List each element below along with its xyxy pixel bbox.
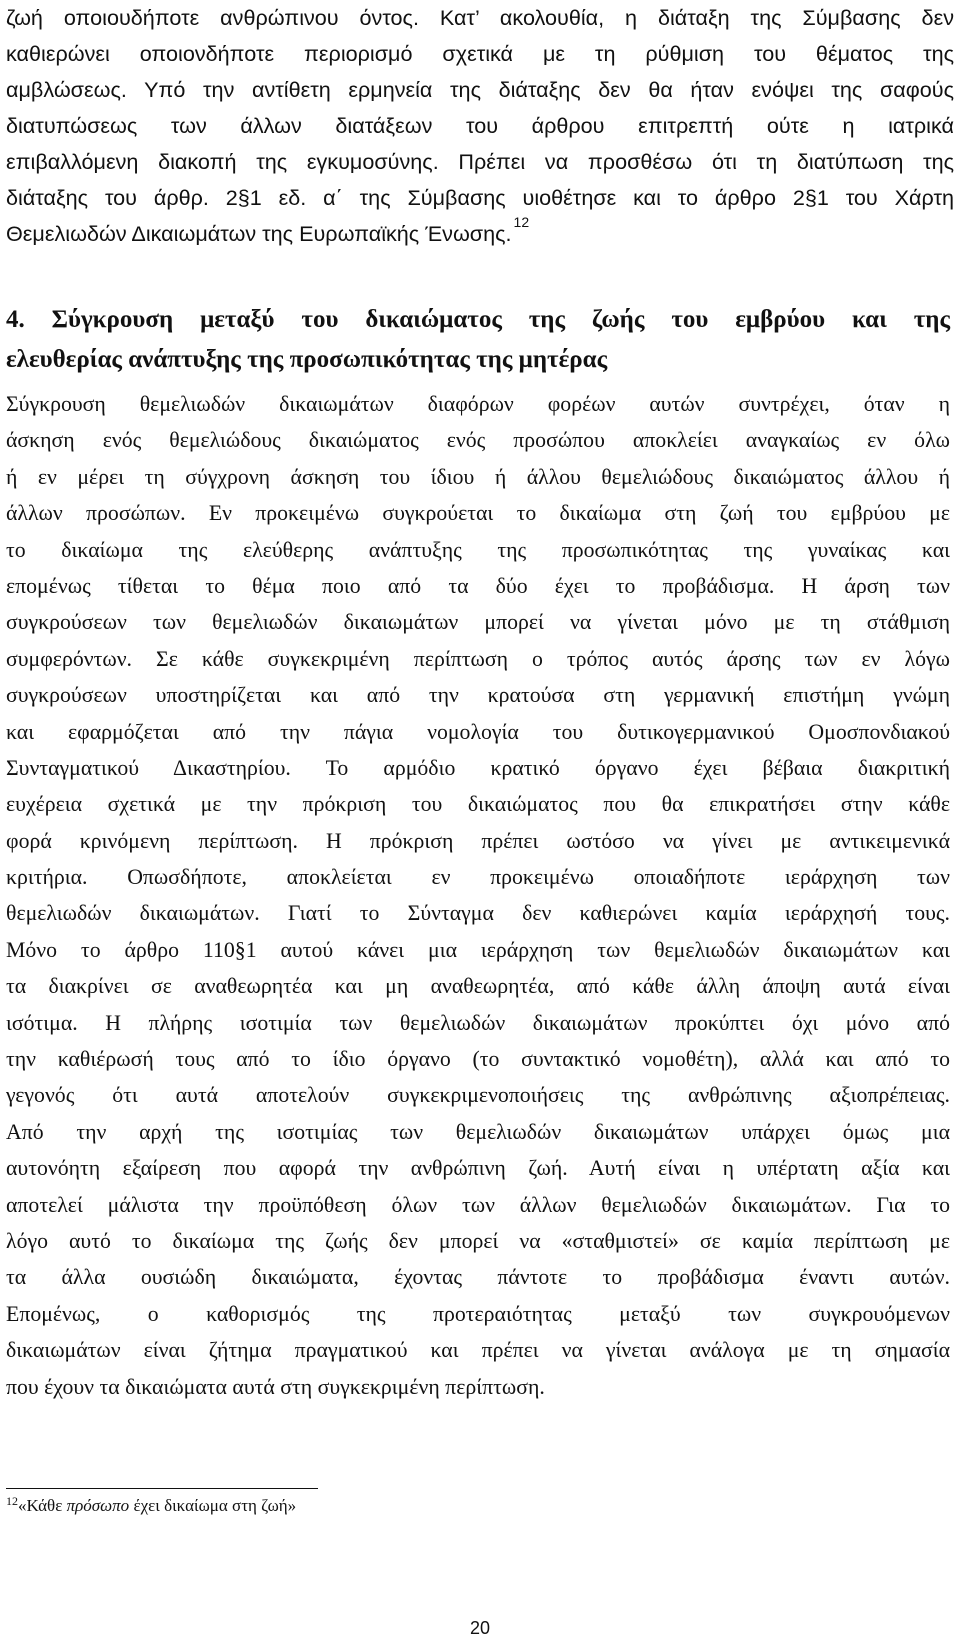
text-line: θεμελιωδών δικαιωμάτων. Γιατί το Σύνταγμα δεν καθιερώνει καμία ιεράρχησή τους.: [6, 901, 950, 926]
section-heading: [6, 300, 950, 380]
text-line: τα άλλα ουσιώδη δικαιώματα, έχοντας πάντοτε το προβάδισμα έναντι αυτών.: [6, 1265, 950, 1290]
text-line: συμφερόντων. Σε κάθε συγκεκριμένη περίπτωση ο τρόπος αυτός άρσης των εν λόγω: [6, 646, 950, 671]
text-line: Μόνο το άρθρο 110§1 αυτού κάνει μια ιεράρχηση των θεμελιωδών δικαιωμάτων και: [6, 937, 950, 962]
text-line: αυτονόητη εξαίρεση που αφορά την ανθρώπινη ζωή. Αυτή είναι η υπέρτατη αξία και: [6, 1156, 950, 1181]
text-line: συγκρούσεων υποστηρίζεται και από την κρατούσα στη γερμανική επιστήμη γνώμη: [6, 683, 950, 708]
footnote-number: 12: [6, 1494, 18, 1508]
footnote-text-after: έχει δικαίωμα στη ζωή»: [129, 1496, 297, 1515]
text-line: καθιερώνει οποιονδήποτε περιορισμό σχετικά με τη ρύθμιση του θέματος της: [6, 41, 954, 66]
text-line-content: Θεμελιωδών Δικαιωμάτων της Ευρωπαϊκής Ένωσης.: [6, 221, 512, 246]
main-paragraph: [6, 386, 950, 1405]
text-line: κριτήρια. Οπωσδήποτε, αποκλείεται εν προκειμένω οποιαδήποτε ιεράρχηση των: [6, 865, 950, 890]
text-line: λόγο αυτό το δικαίωμα της ζωής δεν μπορεί να «σταθμιστεί» σε καμία περίπτωση με: [6, 1228, 950, 1253]
text-line: επομένως τίθεται το θέμα ποιο από τα δύο έχει το προβάδισμα. Η άρση των: [6, 573, 950, 598]
text-line: αμβλώσεως. Υπό την αντίθετη ερμηνεία της διάταξης δεν θα ήταν ενόψει της σαφούς: [6, 77, 954, 102]
intro-paragraph: [6, 0, 954, 252]
text-line-last: [6, 213, 954, 252]
text-line: επιβαλλόμενη διακοπή της εγκυμοσύνης. Πρέπει να προσθέσω ότι τη διατύπωση της: [6, 149, 954, 174]
footnote-separator: [6, 1488, 318, 1489]
heading-line: ελευθερίας ανάπτυξης της προσωπικότητας της μητέρας: [6, 346, 608, 373]
text-line: γεγονός ότι αυτά αποτελούν συγκεκριμενοποιήσεις της ανθρώπινης αξιοπρέπειας.: [6, 1083, 950, 1108]
text-line: ευχέρεια σχετικά με την πρόκριση του δικαιώματος που θα επικρατήσει στην κάθε: [6, 792, 950, 817]
text-line: ισότιμα. Η πλήρης ισοτιμία των θεμελιωδών δικαιωμάτων προκύπτει όχι μόνο από: [6, 1010, 950, 1035]
text-line: φορά κρινόμενη περίπτωση. Η πρόκριση πρέπει ωστόσο να γίνει με αντικειμενικά: [6, 828, 950, 853]
footnote-text-before: «Κάθε: [18, 1496, 67, 1515]
text-line: δικαιωμάτων είναι ζήτημα πραγματικού και πρέπει να γίνεται ανάλογα με τη σημασία: [6, 1338, 950, 1363]
text-line: ή εν μέρει τη σύγχρονη άσκηση του ίδιου ή άλλου θεμελιώδους δικαιώματος άλλου ή: [6, 464, 950, 489]
text-line: άλλων προσώπων. Εν προκειμένω συγκρούεται το δικαίωμα στη ζωή του εμβρύου με: [6, 501, 950, 526]
text-line: διάταξης του άρθρ. 2§1 εδ. α΄ της Σύμβασης υιοθέτησε και το άρθρο 2§1 του Χάρτη: [6, 185, 954, 210]
footnote-reference[interactable]: 12: [513, 213, 530, 230]
text-line: αποτελεί μάλιστα την προϋπόθεση όλων των άλλων θεμελιωδών δικαιωμάτων. Για το: [6, 1192, 950, 1217]
text-line: τα διακρίνει σε αναθεωρητέα και μη αναθεωρητέα, από κάθε άλλη άποψη αυτά είναι: [6, 974, 950, 999]
footnote-text-italic: πρόσωπο: [66, 1496, 130, 1515]
footnote: [6, 1494, 296, 1519]
text-line: άσκηση ενός θεμελιώδους δικαιώματος ενός προσώπου αποκλείει αναγκαίως εν όλω: [6, 428, 950, 453]
text-line: Από την αρχή της ισοτιμίας των θεμελιωδών δικαιωμάτων υπάρχει όμως μια: [6, 1119, 950, 1144]
text-line: και εφαρμόζεται από την πάγια νομολογία του δυτικογερμανικού Ομοσπονδιακού: [6, 719, 950, 744]
page-number: 20: [469, 1618, 491, 1638]
text-line: την καθιέρωσή τους από το ίδιο όργανο (το συντακτικό νομοθέτη), αλλά και από το: [6, 1047, 950, 1072]
text-line: Συνταγματικού Δικαστηρίου. Το αρμόδιο κρατικό όργανο έχει βέβαια διακριτική: [6, 755, 950, 780]
text-line: συγκρούσεων των θεμελιωδών δικαιωμάτων μπορεί να γίνεται μόνο με τη στάθμιση: [6, 610, 950, 635]
text-line: Επομένως, ο καθορισμός της προτεραιότητας μεταξύ των συγκρουόμενων: [6, 1301, 950, 1326]
text-line-last: που έχουν τα δικαιώματα αυτά στη συγκεκριμένη περίπτωση.: [6, 1374, 545, 1399]
text-line: Σύγκρουση θεμελιωδών δικαιωμάτων διαφόρων φορέων αυτών συντρέχει, όταν η: [6, 392, 950, 416]
text-line: διατυπώσεως των άλλων διατάξεων του άρθρου επιτρεπτή ούτε η ιατρικά: [6, 113, 954, 138]
text-line: ζωή οποιουδήποτε ανθρώπινου όντος. Κατ’ ακολουθία, η διάταξη της Σύμβασης δεν: [6, 5, 954, 30]
heading-line: 4. Σύγκρουση μεταξύ του δικαιώματος της ζωής του εμβρύου και της: [6, 306, 950, 333]
text-line: το δικαίωμα της ελεύθερης ανάπτυξης της προσωπικότητας της γυναίκας και: [6, 537, 950, 562]
